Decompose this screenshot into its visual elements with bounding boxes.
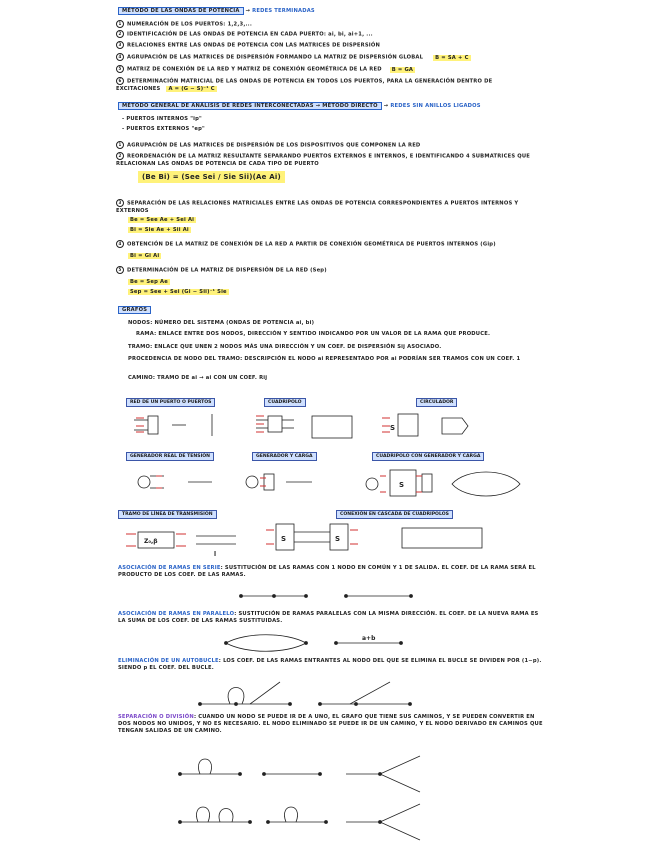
s1-item-3: 3 RELACIONES ENTRE LAS ONDAS DE POTENCIA CON LAS MATRICES DE DISPERSIÓN (116, 41, 380, 50)
s2-matrix-eq: (Be Bi) = (See Sei / Sie Sii)(Ae Ai) (138, 173, 285, 182)
diagram-label-circulator: CIRCULADOR (416, 398, 457, 407)
s2-eq-res2: Sep = See + Sei (Gi − Sii)⁻¹ Sie (130, 289, 227, 295)
section1-header: MÉTODO DE LAS ONDAS DE POTENCIA → REDES TERMINADAS (118, 8, 315, 15)
rule-series-title: ASOCIACIÓN DE RAMAS EN SERIE (118, 565, 221, 571)
s2-item-2: 2 REORDENACIÓN DE LA MATRIZ RESULTANTE SEPARANDO PUERTOS EXTERNOS E INTERNOS, E IDENTIFICANDO 4 SUBMATRICES QUE RELACIONAN LAS ONDAS DE POTENCIA DE CADA TIPO DE PUERTO (116, 153, 531, 167)
diagram-label-tline: TRAMO DE LÍNEA DE TRANSMISIÓN (118, 510, 217, 519)
s2-item-1: 1 AGRUPACIÓN DE LAS MATRICES DE DISPERSIÓN DE LOS DISPOSITIVOS QUE COMPONEN LA RED (116, 141, 420, 150)
grafos-header (118, 307, 151, 314)
grafos-line-5: CAMINO: TRAMO DE ai → ai CON UN COEF. Rij (128, 375, 268, 381)
s2-eq-conn: Bi = Gi Ai (130, 253, 160, 259)
rule-loop-title: ELIMINACIÓN DE UN AUTOBUCLE (118, 658, 219, 664)
rule-parallel-title: ASOCIACIÓN DE RAMAS EN PARALELO (118, 611, 235, 617)
grafos-line-1: NODOS: NÚMERO DEL SISTEMA (ONDAS DE POTENCIA ai, bi) (128, 320, 315, 326)
loop-graph (190, 676, 420, 712)
section1-link: REDES TERMINADAS (252, 8, 315, 14)
rule-parallel: ASOCIACIÓN DE RAMAS EN PARALELO: SUSTITUCIÓN DE RAMAS PARALELAS CON LA MISMA DIRECCIÓN. EL COEF. DE LA NUEVA RAMA ES LA SUMA DE LOS COEF. DE LAS RAMAS SUSTITUIDAS. (118, 611, 539, 624)
grafos-line-3: TRAMO: ENLACE QUE UNEN 2 NODOS MÁS UNA DIRECCIÓN Y UN COEF. DE DISPERSIÓN Sij ASOCIADO. (128, 344, 442, 350)
s1-eq-global: B = SA + C (435, 54, 469, 61)
s2-eq-sep2: Bi = Sie Ae + Sii Ai (130, 227, 189, 233)
diagram-label-cascade: CONEXIÓN EN CASCADA DE CUADRIPOLOS (336, 510, 453, 519)
diagram-label-generator: GENERADOR REAL DE TENSIÓN (126, 452, 214, 461)
s1-item-1: 1 NUMERACIÓN DE LOS PUERTOS: 1,2,3,... (116, 20, 252, 29)
s1-item-5: 5 MATRIZ DE CONEXIÓN DE LA RED Y MATRIZ DE CONEXIÓN GEOMÉTRICA DE LA RED B = GA (116, 65, 415, 74)
diagram-label-quad-gen-load: CUADRIPOLO CON GENERADOR Y CARGA (372, 452, 484, 461)
section2-header: MÉTODO GENERAL DE ANÁLISIS DE REDES INTERCONECTADAS → MÉTODO DIRECTO → REDES SIN ANILLOS LIGADOS (118, 103, 481, 110)
s2-item-5: 5 DETERMINACIÓN DE LA MATRIZ DE DISPERSIÓN DE LA RED (Sep) (116, 266, 327, 275)
s2-bullet-2: - PUERTOS EXTERNOS "ep" (122, 126, 205, 132)
s1-item-4: 4 AGRUPACIÓN DE LAS MATRICES DE DISPERSIÓN FORMANDO LA MATRIZ DE DISPERSIÓN GLOBAL B = SA + C (116, 53, 471, 62)
grafos-title: GRAFOS (118, 306, 151, 314)
grafos-line-2: RAMA: ENLACE ENTRE DOS NODOS, DIRECCIÓN Y SENTIDO INDICANDO POR UN VALOR DE LA RAMA QUE PRODUCE. (136, 331, 491, 337)
diagram-label-quadripole: CUADRIPOLO (264, 398, 306, 407)
cascade-s2-text: S (335, 535, 341, 543)
rule-series-text: SUSTITUCIÓN DE LAS RAMAS CON 1 NODO EN COMÚN Y 1 DE SALIDA. EL COEF. DE LA RAMA SERÁ EL PRODUCTO DE LOS COEF. DE LAS RAMAS. (118, 565, 536, 578)
one-port-block (148, 416, 158, 434)
rule-loop: ELIMINACIÓN DE UN AUTOBUCLE: LOS COEF. DE LAS RAMAS ENTRANTES AL NODO DEL QUE SE ELIMINA EL BUCLE SE DIVIDEN POR (1−p). SIENDO p EL COEF. DEL BUCLE. (118, 658, 542, 671)
split-graph (170, 746, 450, 842)
parallel-graph (216, 630, 416, 656)
s1-item-2: 2 IDENTIFICACIÓN DE LAS ONDAS DE POTENCIA EN CADA PUERTO: ai, bi, ai+1, ... (116, 30, 373, 39)
section2-title: MÉTODO GENERAL DE ANÁLISIS DE REDES INTERCONECTADAS → MÉTODO DIRECTO (118, 102, 382, 110)
section1-title: MÉTODO DE LAS ONDAS DE POTENCIA (118, 7, 244, 15)
s2-bullet-1: - PUERTOS INTERNOS "ip" (122, 116, 202, 122)
s1-eq-conn: B = GA (391, 66, 414, 73)
rule-split-text: CUANDO UN NODO SE PUEDE IR DE A UNO, EL GRAFO QUE TIENE SUS CAMINOS, Y SE PUEDEN CONVERTIR EN DOS NODOS NO UNIDOS, Y NO ES NECESARIO. EL NODO ELIMINADO SE PUEDE IR DE UN CAMINO, Y EL NODO DERIVADO EN CAMINOS QUE TENGAN SALIDAS DE UN CAMINO. (118, 714, 543, 734)
generator-symbol (138, 476, 150, 488)
rule-loop-text: LOS COEF. DE LAS RAMAS ENTRANTES AL NODO DEL QUE SE ELIMINA EL BUCLE SE DIVIDEN POR (1−p). SIENDO p EL COEF. DEL BUCLE. (118, 658, 542, 671)
diagram-label-gen-load: GENERADOR Y CARGA (252, 452, 317, 461)
s2-item-3: 3 SEPARACIÓN DE LAS RELACIONES MATRICIALES ENTRE LAS ONDAS DE POTENCIA CORRESPONDIENTES A PUERTOS INTERNOS Y EXTERNOS (116, 200, 519, 214)
rule-split-title: SEPARACIÓN O DIVISIÓN (118, 714, 194, 720)
circulator-s-text: S (390, 424, 396, 432)
rule-parallel-text: SUSTITUCIÓN DE RAMAS PARALELAS CON LA MISMA DIRECCIÓN. EL COEF. DE LA NUEVA RAMA ES LA SUMA DE LOS COEF. DE LAS RAMAS SUSTITUIDAS. (118, 611, 539, 624)
quadripole-block (268, 416, 282, 432)
cascade-s1-text: S (281, 535, 287, 543)
s1-item-6: 6 DETERMINACIÓN MATRICIAL DE LAS ONDAS DE POTENCIA EN TODOS LOS PUERTOS, PARA LA GENERACIÓN DENTRO DE EXCITACIONES A = (G − S)⁻¹ C (116, 78, 493, 92)
tline-len-text: l (214, 551, 217, 558)
diagram-label-one-port: RED DE UN PUERTO O PUERTOS (126, 398, 215, 407)
rule-series: ASOCIACIÓN DE RAMAS EN SERIE: SUSTITUCIÓN DE LAS RAMAS CON 1 NODO EN COMÚN Y 1 DE SALIDA. EL COEF. DE LA RAMA SERÁ EL PRODUCTO DE LOS COEF. DE LAS RAMAS. (118, 565, 536, 578)
s2-eq-res1: Be = Sep Ae (130, 279, 168, 285)
circuit-diagrams (116, 406, 546, 586)
s1-eq-final: A = (G − S)⁻¹ C (168, 85, 215, 92)
series-graph (236, 586, 416, 606)
parallel-result-label: a+b (362, 635, 376, 642)
s2-item-4: 4 OBTENCIÓN DE LA MATRIZ DE CONEXIÓN DE LA RED A PARTIR DE CONEXIÓN GEOMÉTRICA DE PUERTOS INTERNOS (Gip) (116, 240, 546, 249)
quad-s-text: S (399, 481, 405, 489)
s2-eq-sep1: Be = See Ae + Sei Ai (130, 217, 195, 223)
circulator-block (398, 414, 418, 436)
grafos-line-4: PROCEDENCIA DE NODO DEL TRAMO: DESCRIPCIÓN EL NODO ai REPRESENTADO POR ai PODRÍAN SER TRAMOS CON UN COEF. 1 (128, 356, 521, 362)
tline-z-text: Z₀,β (144, 538, 158, 545)
section2-link: REDES SIN ANILLOS LIGADOS (390, 103, 481, 109)
rule-split: SEPARACIÓN O DIVISIÓN: CUANDO UN NODO SE PUEDE IR DE A UNO, EL GRAFO QUE TIENE SUS CAMINOS, Y SE PUEDEN CONVERTIR EN DOS NODOS NO UNIDOS, Y NO ES NECESARIO. EL NODO ELIMINADO SE PUEDE IR DE UN CAMINO, Y EL NODO DERIVADO EN CAMINOS QUE TENGAN SALIDAS DE UN CAMINO. (118, 714, 543, 734)
